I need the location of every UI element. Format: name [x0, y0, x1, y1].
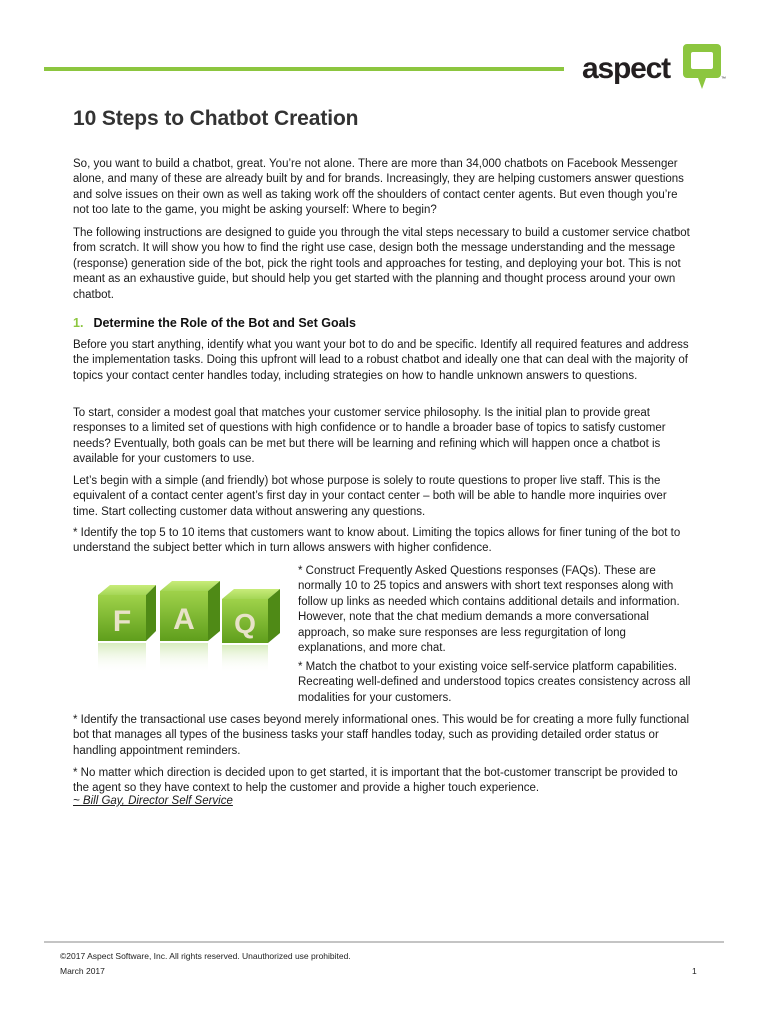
intro-paragraph-1: So, you want to build a chatbot, great. You’re not alone. There are more than 34,000 chatbots on Facebook Messenger alone, and many of these are already built by and for brands. Increasingly, they are helping customers answer questions and solve issues on their own as well as taking work off the shoulders of contact center agents. But even though you’re not too late to the game, you might be asking yourself: Where to begin? [73, 158, 684, 217]
author-signature-link[interactable]: ~ Bill Gay, Director Self Service [73, 795, 233, 807]
bullet-identify-topics: * Identify the top 5 to 10 items that customers want to know about. Limiting the topics allows for finer tuning of the bot to understand the subject better which in turn allows answers with higher confidence. [73, 527, 681, 555]
section-number: 1. [73, 316, 84, 330]
logo-wordmark: aspect [582, 52, 670, 85]
section-heading-text: Determine the Role of the Bot and Set Goals [93, 316, 356, 330]
footer-page-number: 1 [692, 966, 697, 976]
section-paragraph-1: Before you start anything, identify what you want your bot to do and be specific. Identify all required features and address the implementation tasks. Doing this upfront will lead to a robust chatbot and ideally one that can deal with the majority of topics your contact center handles today, including strategies on how to handle unknown answers to questions. [73, 339, 689, 382]
faq-cube-a [160, 581, 220, 673]
faq-cubes-image [88, 567, 288, 687]
faq-cube-f [98, 585, 156, 673]
footer-copyright: ©2017 Aspect Software, Inc. All rights reserved. Unauthorized use prohibited. [60, 951, 351, 961]
bullet-transactional-use-cases: * Identify the transactional use cases beyond merely informational ones. This would be for creating a more fully functional bot that manages all types of the business tasks your staff handles today, such as providing detailed order status or handling appointment reminders. [73, 714, 690, 757]
footer-rule [44, 941, 724, 943]
aspect-logo [582, 42, 732, 94]
section-paragraph-3: Let’s begin with a simple (and friendly) bot whose purpose is solely to route questions to proper live staff. This is the equivalent of a contact center agent’s first day in your contact center – both will be able to handle more inquiries over time. Start collecting customer data without answering any questions. [73, 475, 667, 518]
faq-letter-f: F [112, 605, 132, 638]
faq-letter-q: Q [234, 608, 256, 639]
speech-bubble-icon [682, 42, 722, 90]
section-heading [73, 316, 356, 330]
faq-letter-a: A [173, 603, 195, 636]
bullet-transcript-to-agent: * No matter which direction is decided upon to get started, it is important that the bot-customer transcript be provided to the agent so they have context to help the customer and provide a higher touch experience. [73, 767, 678, 795]
trademark-mark: ™ [721, 76, 726, 82]
bullet-match-voice-platform: * Match the chatbot to your existing voice self-service platform capabilities. Recreating well-defined and understood topics creates consistency across all modalities for your customers. [298, 661, 691, 704]
header-rule [44, 67, 564, 71]
section-paragraph-2: To start, consider a modest goal that matches your customer service philosophy. Is the initial plan to provide great responses to a limited set of questions with high confidence or to handle a broader base of topics to satisfy customer needs? Eventually, both goals can be met but there will be learning and refining which will happen once a chatbot is available for your customers to use. [73, 407, 666, 466]
faq-cube-q [222, 589, 280, 673]
intro-paragraph-2: The following instructions are designed to guide you through the vital steps necessary to build a customer service chatbot from scratch. It will show you how to find the right use case, design both the message understanding and the message (response) generation side of the bot, pick the right tools and approaches for testing, and deploying your bot. This is not meant as an exhaustive guide, but should help you get started with the planning and thought process around your own chatbot. [73, 227, 690, 301]
bullet-construct-faqs: * Construct Frequently Asked Questions responses (FAQs). These are normally 10 to 25 topics and answers with short text responses along with follow up links as needed which contains additional details and information. However, note that the chat medium demands a more conversational approach, so make sure responses are less regurgitation of long explanations, and more chat. [298, 565, 680, 655]
document-title: 10 Steps to Chatbot Creation [73, 107, 359, 130]
footer-date: March 2017 [60, 966, 105, 976]
